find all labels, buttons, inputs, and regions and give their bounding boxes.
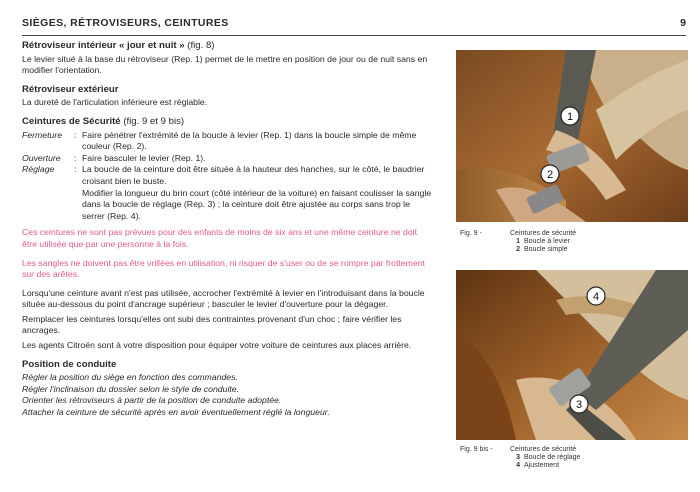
retro-ext-text: La dureté de l'articulation inférieure est réglable. bbox=[22, 97, 208, 108]
svg-text:1: 1 bbox=[566, 111, 574, 123]
ceintures-p1: Lorsqu'une ceinture avant n'est pas utilisée, accrocher l'extrémité à levier en l'introduisant dans la boucle située au-dessous du point d'ancrage supérieur ; basculer le levier d'ouverture pour la dégager. bbox=[22, 287, 425, 310]
section-title-conduite: Position de conduite bbox=[22, 358, 117, 370]
def-reglage: Réglage : La boucle de la ceinture doit être située à la hauteur des hanches, sur le côté, le baudrier croisant bien le buste. bbox=[22, 164, 425, 186]
text-column bbox=[22, 40, 432, 419]
page-number: 9 bbox=[680, 17, 686, 29]
svg-text:3: 3 bbox=[575, 399, 583, 411]
caption-title: Ceintures de sécurité bbox=[510, 446, 577, 453]
def-ouverture: Ouverture : Faire basculer le levier (Rep. 1). bbox=[22, 152, 206, 163]
caption-fig9bis bbox=[460, 446, 580, 471]
caption-item: 3 Boucle de réglage bbox=[516, 454, 581, 462]
caption-fig9 bbox=[460, 230, 576, 255]
retro-int-text: Le levier situé à la base du rétroviseur (Rep. 1) permet de le mettre en position de jour ou de nuit sans en modifier l'orientation. bbox=[22, 53, 428, 76]
svg-text:4: 4 bbox=[592, 291, 600, 303]
caption-item: 1 Boucle à levier bbox=[516, 238, 570, 246]
conduite-line: Régler la position du siège en fonction des commandes. bbox=[22, 372, 238, 383]
svg-text:2: 2 bbox=[546, 169, 554, 181]
caption-label: Fig. 9 bis - bbox=[460, 446, 493, 453]
ceintures-p2: Remplacer les ceintures lorsqu'elles ont subi des contraintes provenant d'un choc ; faire vérifier les ancrages. bbox=[22, 313, 402, 336]
caption-item: 4 Ajustement bbox=[516, 462, 560, 470]
section-title-retro-int: Rétroviseur intérieur « jour et nuit » (fig. 8) bbox=[22, 40, 215, 51]
conduite-line: Attacher la ceinture de sécurité après en avoir éventuellement réglé la longueur. bbox=[22, 407, 330, 418]
conduite-line: Régler l'inclinaison du dossier selon le style de conduite. bbox=[22, 383, 240, 394]
warning-enfants: Ces ceintures ne sont pas prévues pour des enfants de moins de six ans et une même ceinture ne doit être utilisée que par une personne à la fois. bbox=[22, 227, 418, 249]
header-title: SIÈGES, RÉTROVISEURS, CEINTURES bbox=[22, 17, 229, 29]
caption-title: Ceintures de sécurité bbox=[510, 230, 577, 237]
seatbelt-photo-fig9 bbox=[456, 50, 688, 222]
seatbelt-photo-fig9bis bbox=[456, 270, 688, 440]
section-title-ceintures: Ceintures de Sécurité (fig. 9 et 9 bis) bbox=[22, 115, 185, 127]
caption-label: Fig. 9 - bbox=[460, 230, 482, 237]
page-header bbox=[22, 15, 686, 36]
section-title-retro-ext: Rétroviseur extérieur bbox=[22, 83, 119, 95]
ceintures-definitions bbox=[22, 130, 432, 223]
warning-sangles: Les sangles ne doivent pas être vrillées en utilisation, ni risquer de s'user ou de se rompre par frottement sur des arêtes. bbox=[22, 257, 425, 280]
ceintures-p3: Les agents Citroën sont à votre disposition pour équiper votre voiture de ceintures aux places arrière. bbox=[22, 340, 412, 351]
reglage-more: Modifier la longueur du brin court (côté intérieur de la voiture) en faisant coulisser la sangle dans la boucle de réglage (Rep. 3) ; la ceinture doit être ajustée au corps sans trop le serrer (Rep. 4). bbox=[82, 187, 432, 221]
def-fermeture: Fermeture : Faire pénétrer l'extrémité de la boucle à levier (Rep. 1) dans la boucle simple de même couleur (Rep. 2). bbox=[22, 129, 417, 152]
conduite-line: Orienter les rétroviseurs à partir de la position de conduite adoptée. bbox=[22, 395, 282, 406]
caption-item: 2 Boucle simple bbox=[516, 246, 568, 254]
